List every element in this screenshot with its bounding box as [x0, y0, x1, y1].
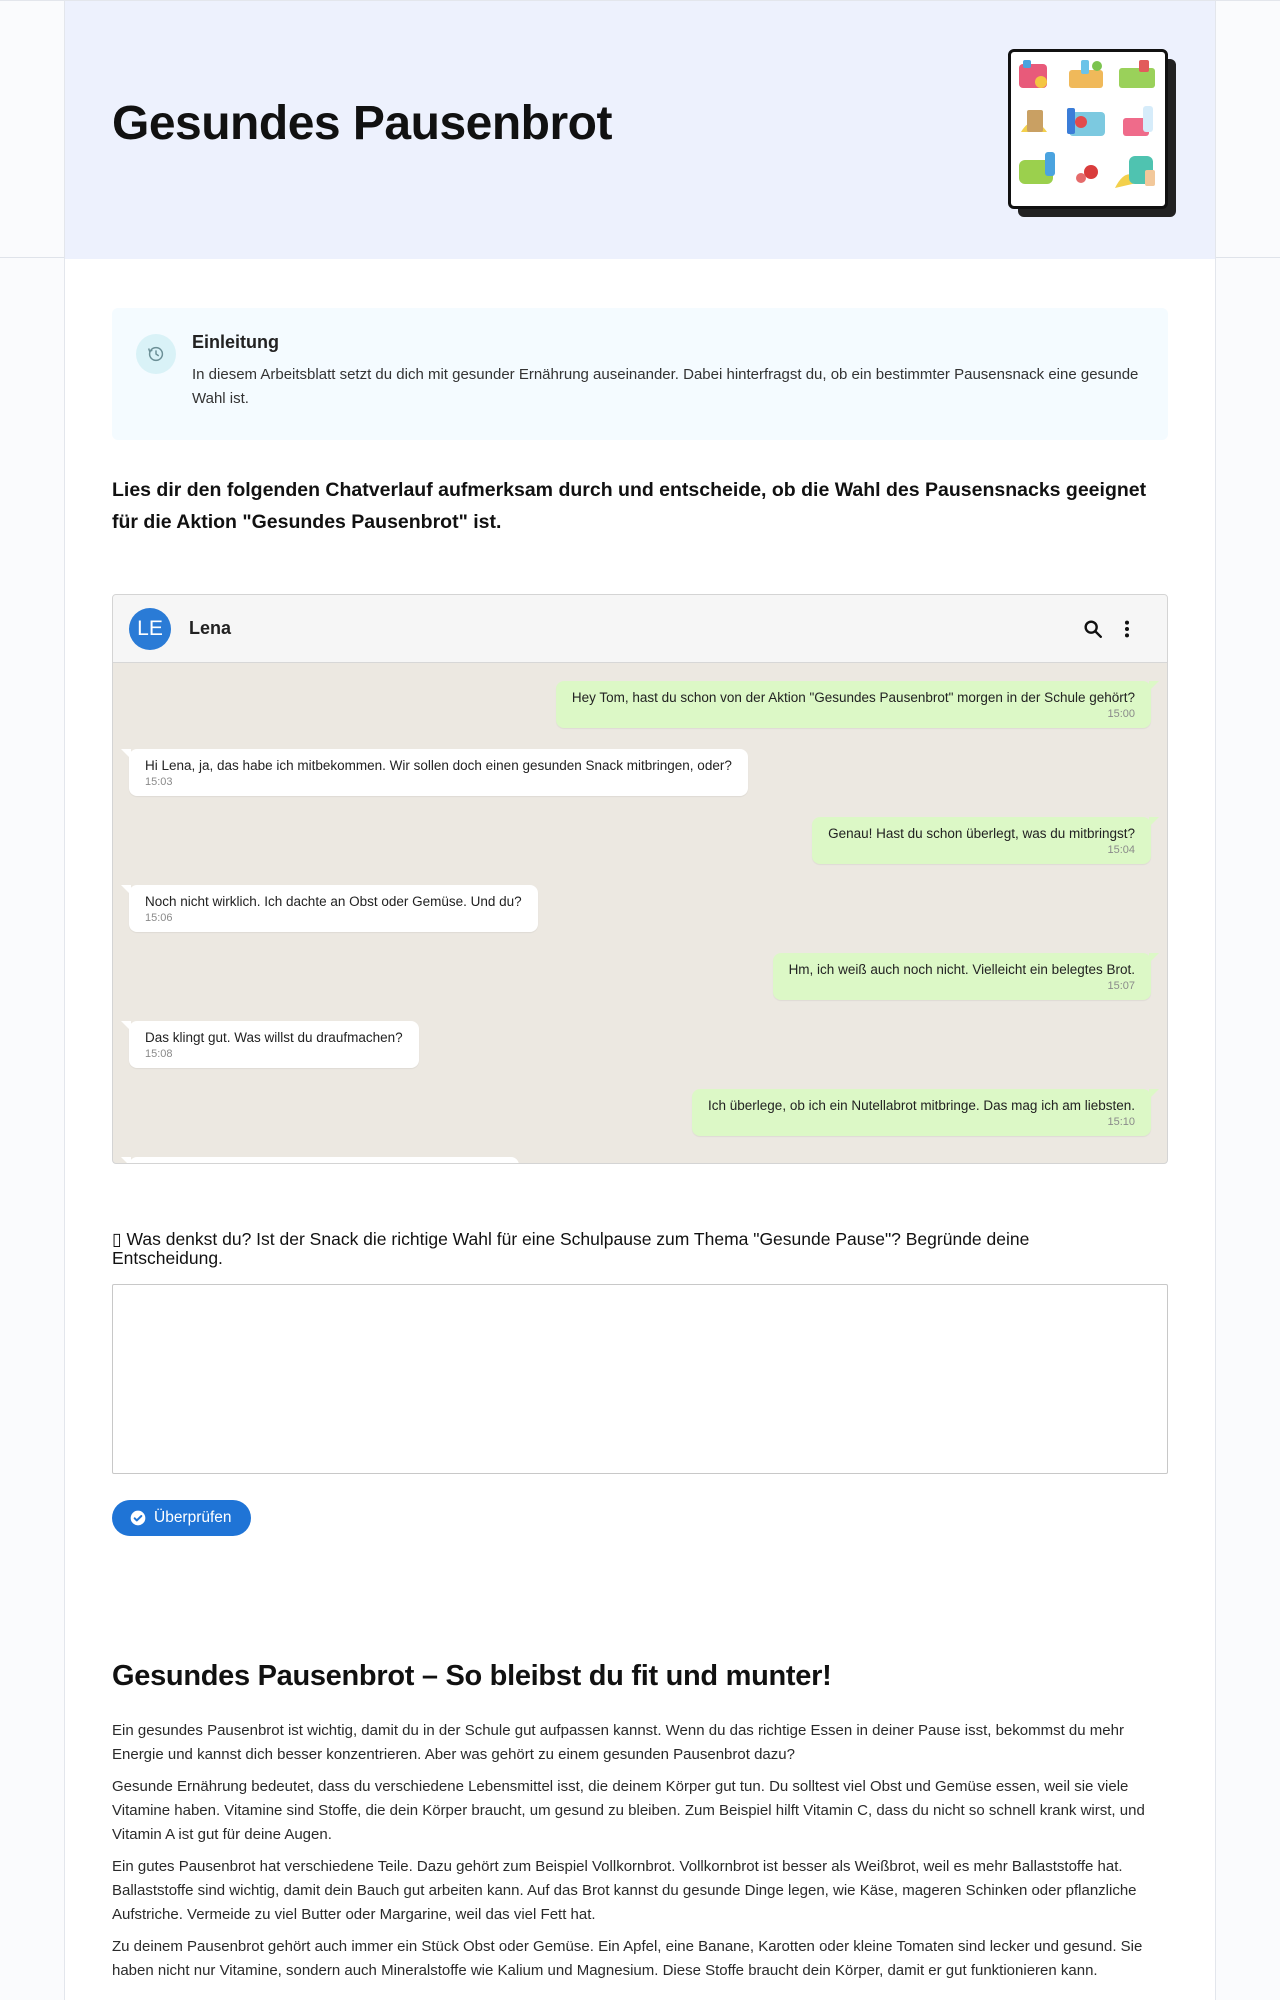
search-icon[interactable]	[1079, 615, 1107, 643]
message-text: Hey Tom, hast du schon von der Aktion "Gesundes Pausenbrot" morgen in der Schule gehört?	[571, 690, 1135, 705]
message-time: 15:04	[1107, 844, 1135, 856]
more-vertical-icon[interactable]	[1113, 615, 1141, 643]
check-button[interactable]	[112, 1500, 251, 1536]
message-text: Noch nicht wirklich. Ich dachte an Obst oder Gemüse. Und du?	[145, 894, 522, 909]
message-time: 15:00	[1107, 708, 1135, 720]
intro-title: Einleitung	[192, 332, 279, 352]
chat-message-received	[129, 1021, 419, 1068]
section-paragraph: Ein gesundes Pausenbrot ist wichtig, damit du in der Schule gut aufpassen kannst. Wenn du das richtige Essen in deiner Pause isst, bekommst du mehr Energie und kannst dich besser konzentrieren. Aber was gehört zu einem gesunden Pausenbrot dazu?	[112, 1722, 1124, 1763]
chat-message-sent	[773, 953, 1151, 1000]
chat-message-received	[129, 885, 538, 932]
section-body	[112, 1719, 1168, 1991]
message-text: Ich überlege, ob ich ein Nutellabrot mitbringe. Das mag ich am liebsten.	[708, 1098, 1135, 1113]
clock-refresh-icon	[136, 334, 176, 374]
task-instruction: Lies dir den folgenden Chatverlauf aufmerksam durch und entscheide, ob die Wahl des Pausensnacks geeignet für die Aktion "Gesundes Pausenbrot" ist.	[112, 479, 1147, 533]
chat-message-sent	[692, 1089, 1151, 1136]
check-circle-icon	[130, 1510, 146, 1526]
chat-message-received	[129, 749, 748, 796]
message-text: Hi Lena, ja, das habe ich mitbekommen. Wir sollen doch einen gesunden Snack mitbringen, oder?	[145, 758, 732, 773]
section-paragraph: Ein gutes Pausenbrot hat verschiedene Teile. Dazu gehört zum Beispiel Vollkornbrot. Vollkornbrot ist besser als Weißbrot, weil es mehr Ballaststoffe hat. Ballaststoffe sind wichtig, damit dein Bauch gut arbeiten kann. Auf das Brot kannst du gesunde Dinge legen, wie Käse, mageren Schinken oder pflanzliche Aufstriche. Vermeide zu viel Butter oder Margarine, weil das viel Fett hat.	[112, 1858, 1137, 1923]
avatar[interactable]: LE	[129, 608, 171, 650]
lunchbox-logo	[1008, 49, 1174, 215]
reflection-question: ▯ Was denkst du? Ist der Snack die richtige Wahl für eine Schulpause zum Thema "Gesunde Pause"? Begründe deine Entscheidung.	[112, 1229, 1030, 1268]
message-time: 15:10	[1107, 1116, 1135, 1128]
section-paragraph: Zu deinem Pausenbrot gehört auch immer ein Stück Obst oder Gemüse. Ein Apfel, eine Banane, Karotten oder kleine Tomaten sind lecker und gesund. Sie haben nicht nur Vitamine, sondern auch Mineralstoffe wie Kalium und Magnesium. Diese Stoffe braucht dein Körper, damit er gut funktionieren kann.	[112, 1938, 1143, 1979]
lunchbox-grid-illustration	[1011, 52, 1165, 206]
intro-text: In diesem Arbeitsblatt setzt du dich mit gesunder Ernährung auseinander. Dabei hinterfragst du, ob ein bestimmter Pausensnack eine gesunde Wahl ist.	[192, 366, 1139, 407]
message-time: 15:07	[1107, 980, 1135, 992]
message-time: 15:03	[145, 776, 173, 788]
check-button-label: Überprüfen	[154, 1509, 232, 1526]
page-title: Gesundes Pausenbrot	[112, 97, 612, 150]
message-text: Genau! Hast du schon überlegt, was du mitbringst?	[828, 826, 1135, 841]
chat-message-partial	[129, 1157, 519, 1164]
logo-frame	[1008, 49, 1168, 209]
contact-name: Lena	[189, 618, 232, 638]
chat-message-sent	[812, 817, 1151, 864]
answer-textarea[interactable]	[112, 1284, 1168, 1474]
message-text: Hm, ich weiß auch noch nicht. Vielleicht ein belegtes Brot.	[788, 962, 1135, 977]
message-time: 15:08	[145, 1048, 173, 1060]
message-time: 15:06	[145, 912, 173, 924]
chat-message-sent	[556, 681, 1151, 728]
section-title: Gesundes Pausenbrot – So bleibst du fit und munter!	[112, 1660, 832, 1692]
message-text: Das klingt gut. Was willst du draufmachen?	[145, 1030, 403, 1045]
section-paragraph: Gesunde Ernährung bedeutet, dass du verschiedene Lebensmittel isst, die deinem Körper gut tun. Du solltest viel Obst und Gemüse essen, weil sie viele Vitamine haben. Vitamine sind Stoffe, die dein Körper braucht, um gesund zu bleiben. Zum Beispiel hilft Vitamin C, dass du nicht so schnell krank wirst, und Vitamin A ist gut für deine Augen.	[112, 1778, 1145, 1843]
intro-box	[112, 308, 1168, 440]
chat-window	[112, 594, 1168, 1164]
chat-header	[113, 595, 1168, 663]
